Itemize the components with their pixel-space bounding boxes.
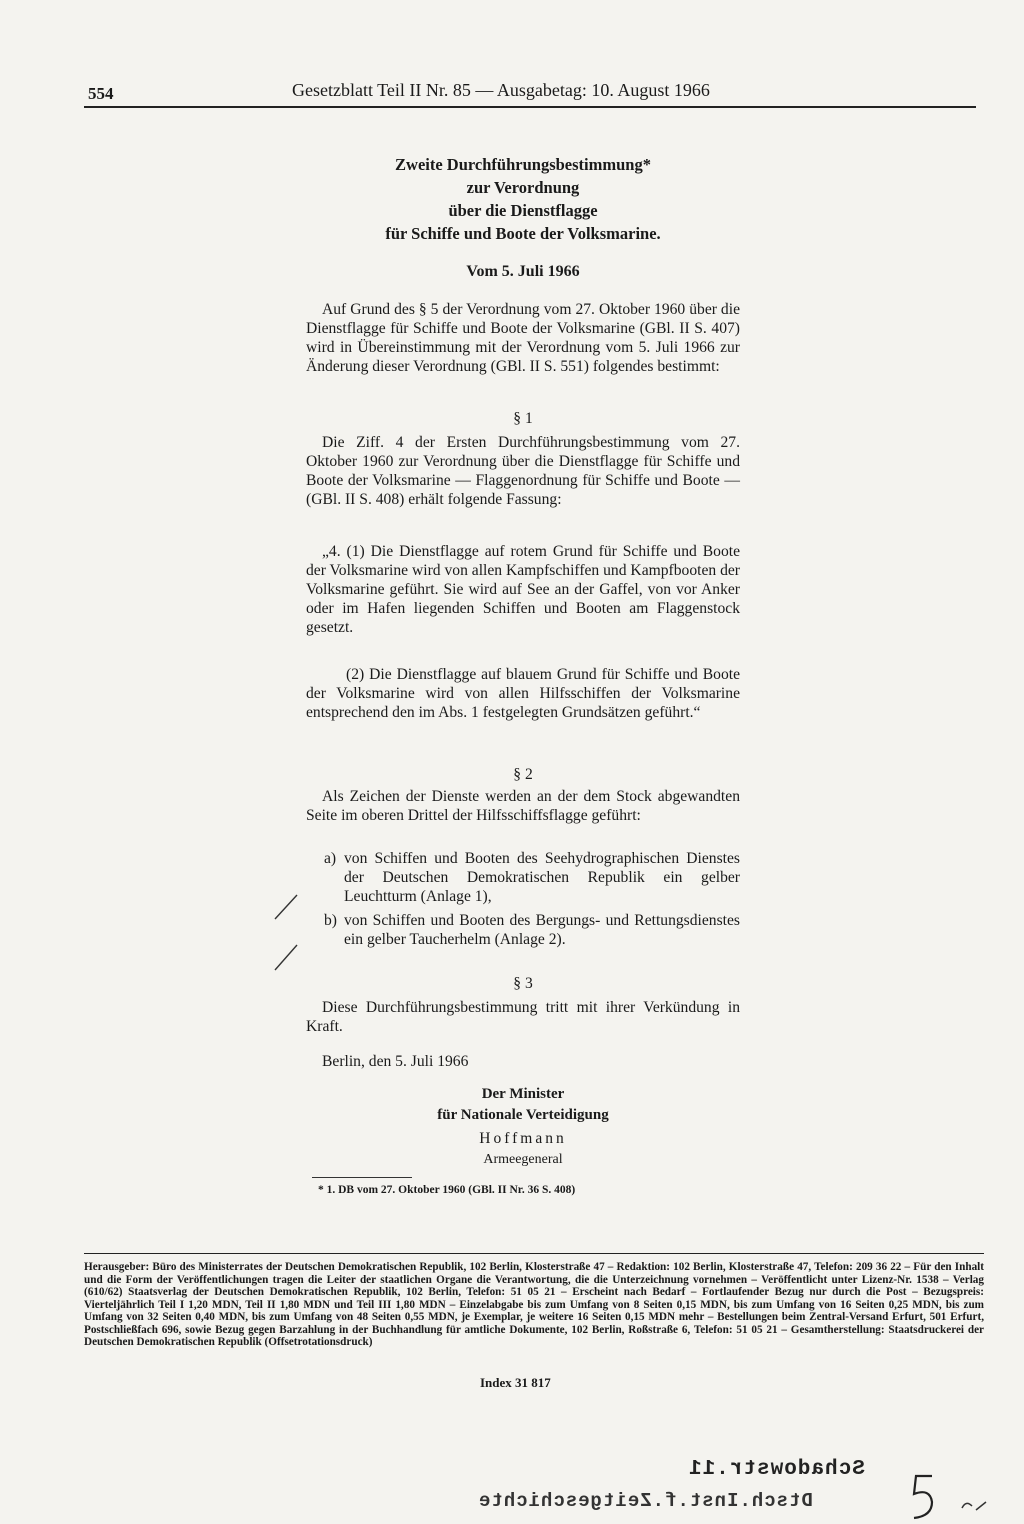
imprint: Herausgeber: Büro des Ministerrates der Deutschen Demokratischen Republik, 102 Berlin, Klosterstraße 47 – Redaktion: 102 Berlin, Klosterstraße 47, Telefon: 209 36 22 – Für den Inhalt und die Form der Veröffentlichungen tragen die Leiter der staatlichen Organe die Verantwortung, die die Unterzeichnung vornehmen – Veröffentlicht unter Lizenz-Nr. 1538 – Verlag (610/62) Staatsverlag der Deutschen Demokratischen Republik, 102 Berlin, Telefon: 51 05 21 – Erscheint nach Bedarf – Fortlaufender Bezug nur durch die Post – Bezugspreis: Vierteljährlich Teil I 1,20 MDN, Teil II 1,80 MDN und Teil III 1,80 MDN – Einzelabgabe bis zum Umfang von 8 Seiten 0,15 MDN, bis zum Umfang von 16 Seiten 0,25 MDN, bis zum Umfang von 32 Seiten 0,40 MDN, bis zum Umfang von 48 Seiten 0,55 MDN, je Exemplar, je weitere 16 Seiten 0,15 MDN mehr – Bestellungen beim Zentral-Versand Erfurt, 501 Erfurt, Postschließfach 696, sowie Bezug gegen Barzahlung in der Buchhandlung für amtliche Dokumente, 102 Berlin, Roßstraße 6, Telefon: 51 05 21 – Gesamtherstellung: Staatsdruckerei der Deutschen Demokratischen Republik (Offsetrotationsdruck)	[84, 1261, 984, 1348]
page-number: 554	[88, 84, 114, 103]
library-stamp-line-1: Schadowstr.11	[688, 1458, 865, 1481]
place-date-block	[306, 1052, 740, 1071]
handwritten-5-stroke	[914, 1476, 932, 1518]
item-b-label: b)	[324, 912, 337, 929]
section-2-heading: § 2	[513, 766, 533, 783]
signer-rank: Armeegeneral	[483, 1152, 563, 1167]
item-b-text: von Schiffen und Booten des Bergungs- und Rettungsdienstes ein gelber Taucherhelm (Anlage 2).	[344, 912, 740, 948]
header-rule	[84, 106, 976, 108]
section-1-quote-2-block	[306, 665, 740, 722]
title-line-2: zur Verordnung	[466, 178, 580, 197]
section-2-item-b	[306, 911, 740, 949]
signer-line-2: für Nationale Verteidigung	[437, 1107, 609, 1123]
imprint-rule	[84, 1253, 984, 1254]
running-title: Gesetzblatt Teil II Nr. 85 — Ausgabetag: 10. August 1966	[292, 80, 710, 100]
title-line-4: für Schiffe und Boote der Volksmarine.	[385, 224, 661, 243]
section-1-quote-1: „4. (1) Die Dienstflagge auf rotem Grund für Schiffe und Boote der Volksmarine wird von allen Kampfschiffen und Kampfbooten der Volksmarine geführt. Sie wird auf See an der Gaffel, von vor Anker oder im Hafen liegenden Schiffen und Booten am Flaggenstock gesetzt.	[306, 543, 740, 636]
section-2-text-block	[306, 787, 740, 825]
section-1-text-block	[306, 433, 740, 509]
section-1-heading: § 1	[513, 410, 533, 427]
section-1-text: Die Ziff. 4 der Ersten Durchführungsbestimmung vom 27. Oktober 1960 zur Verordnung über die Dienstflagge für Schiffe und Boote der Volksmarine — Flaggenordnung für Schiffe und Boote — (GBl. II S. 408) erhält folgende Fassung:	[306, 434, 740, 508]
handwritten-scribble-stroke	[962, 1502, 986, 1510]
title-line-1: Zweite Durchführungsbestimmung*	[395, 155, 651, 174]
footnote: * 1. DB vom 27. Oktober 1960 (GBl. II Nr. 36 S. 408)	[318, 1184, 576, 1196]
signer-line-1: Der Minister	[481, 1086, 565, 1102]
preamble	[306, 300, 740, 376]
item-a-label: a)	[324, 850, 337, 867]
preamble-text: Auf Grund des § 5 der Verordnung vom 27. Oktober 1960 über die Dienstflagge für Schiffe und Boote der Volksmarine (GBl. II S. 407) wird in Übereinstimmung mit der Verordnung vom 5. Juli 1966 zur Änderung dieser Verordnung (GBl. II S. 551) folgendes bestimmt:	[306, 301, 740, 375]
section-3-text: Diese Durchführungsbestimmung tritt mit ihrer Verkündung in Kraft.	[306, 999, 740, 1035]
margin-pencil-marks	[268, 893, 302, 973]
library-stamp-line-2: Dtsch.Inst.f.Zeitgeschichte	[478, 1490, 813, 1512]
document-title	[306, 153, 740, 245]
footnote-rule	[312, 1177, 412, 1178]
title-line-3: über die Dienstflagge	[448, 201, 598, 220]
index-number: Index 31 817	[480, 1375, 551, 1390]
signer-block	[306, 1084, 740, 1170]
document-date: Vom 5. Juli 1966	[466, 263, 580, 280]
pencil-mark-2	[275, 945, 297, 970]
section-3-heading: § 3	[513, 975, 533, 992]
section-1-quote-2: (2) Die Dienstflagge auf blauem Grund für Schiffe und Boote der Volksmarine wird von allen Hilfsschiffen der Volksmarine entsprechend den im Abs. 1 festgelegten Grundsätzen geführt.“	[306, 666, 740, 721]
handwritten-mark	[902, 1470, 992, 1524]
signer-name: Hoffmann	[479, 1130, 567, 1147]
section-1-quote-1-block	[306, 542, 740, 637]
section-2-text: Als Zeichen der Dienste werden an der dem Stock abgewandten Seite im oberen Drittel der Hilfsschiffsflagge geführt:	[306, 788, 740, 824]
item-a-text: von Schiffen und Booten des Seehydrographischen Dienstes der Deutschen Demokratischen Republik ein gelber Leuchtturm (Anlage 1),	[344, 850, 740, 905]
section-2-item-a	[306, 849, 740, 906]
pencil-mark-1	[275, 895, 297, 919]
place-date: Berlin, den 5. Juli 1966	[322, 1053, 469, 1070]
section-3-text-block	[306, 998, 740, 1036]
